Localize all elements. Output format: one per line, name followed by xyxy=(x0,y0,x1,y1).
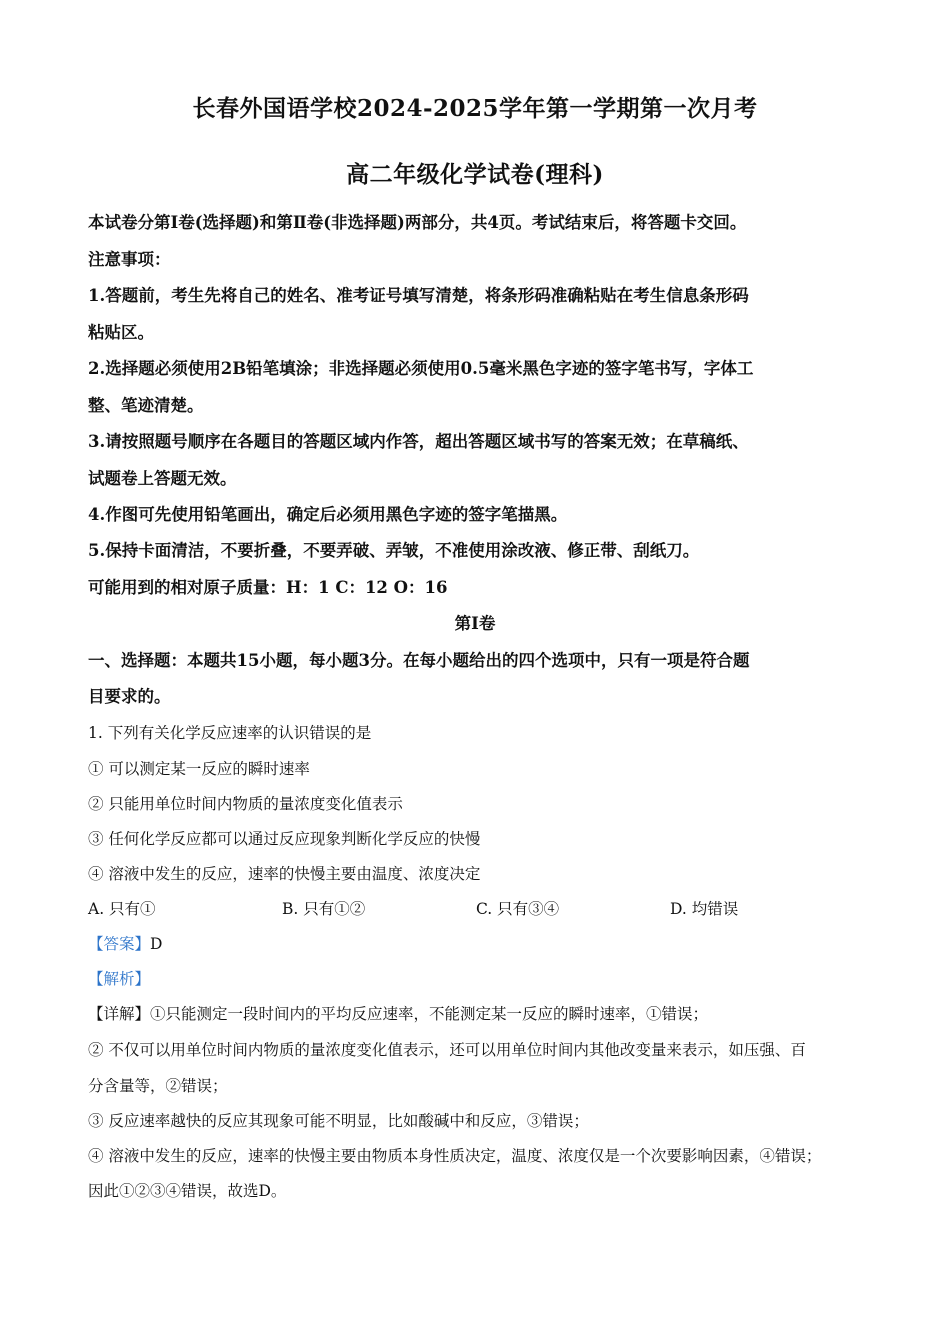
question-statement: ① 可以测定某一反应的瞬时速率 xyxy=(88,760,310,778)
question-statement: ③ 任何化学反应都可以通过反应现象判断化学反应的快慢 xyxy=(88,830,481,848)
intro-text: 本试卷分第Ⅰ卷(选择题)和第Ⅱ卷(非选择题)两部分，共4页。考试结束后，将答题卡交回。 xyxy=(88,213,747,232)
answer-line xyxy=(88,933,878,955)
note-line: 粘贴区。 xyxy=(88,323,154,342)
note-line: 5.保持卡面清洁，不要折叠，不要弄破、弄皱，不准使用涂改液、修正带、刮纸刀。 xyxy=(88,541,700,560)
explanation-line: ③ 反应速率越快的反应其现象可能不明显，比如酸碱中和反应，③错误； xyxy=(88,1112,589,1130)
explanation-line: 分含量等，②错误； xyxy=(88,1077,228,1095)
note-line: 3.请按照题号顺序在各题目的答题区域内作答，超出答题区域书写的答案无效；在草稿纸、 xyxy=(88,432,749,451)
explanation-line: 因此①②③④错误，故选D。 xyxy=(88,1182,287,1200)
part-instructions: 一、选择题：本题共15小题，每小题3分。在每小题给出的四个选项中，只有一项是符合题 xyxy=(88,651,750,670)
option-b: B. 只有①② xyxy=(282,900,366,918)
answer-value: D xyxy=(150,935,163,953)
exam-subtitle: 高二年级化学试卷(理科) xyxy=(346,161,604,188)
explanation-line: ② 不仅可以用单位时间内物质的量浓度变化值表示，还可以用单位时间内其他改变量来表示，如压强、百 xyxy=(88,1041,806,1059)
note-line: 试题卷上答题无效。 xyxy=(88,469,237,488)
question-statement: ② 只能用单位时间内物质的量浓度变化值表示 xyxy=(88,795,403,813)
note-line: 4.作图可先使用铅笔画出，确定后必须用黑色字迹的签字笔描黑。 xyxy=(88,505,568,524)
question-statement: ④ 溶液中发生的反应，速率的快慢主要由温度、浓度决定 xyxy=(88,865,481,883)
notes-title: 注意事项： xyxy=(88,250,171,269)
part-instructions: 目要求的。 xyxy=(88,687,171,706)
option-a: A. 只有① xyxy=(88,900,156,918)
question-stem: 1. 下列有关化学反应速率的认识错误的是 xyxy=(88,724,372,742)
option-c: C. 只有③④ xyxy=(476,900,560,918)
note-line: 2.选择题必须使用2B铅笔填涂；非选择题必须使用0.5毫米黑色字迹的签字笔书写，字体工 xyxy=(88,359,754,378)
explanation-line: ④ 溶液中发生的反应，速率的快慢主要由物质本身性质决定，温度、浓度仅是一个次要影响因素，④错误； xyxy=(88,1147,822,1165)
explanation-line: 【详解】①只能测定一段时间内的平均反应速率，不能测定某一反应的瞬时速率，①错误； xyxy=(88,1005,709,1023)
answer-options xyxy=(88,898,878,920)
answer-label: 【答案】 xyxy=(88,935,151,953)
analysis-label: 【解析】 xyxy=(88,970,151,988)
note-line: 1.答题前，考生先将自己的姓名、准考证号填写清楚，将条形码准确粘贴在考生信息条形码 xyxy=(88,286,749,305)
section-heading: 第Ⅰ卷 xyxy=(454,614,496,633)
option-d: D. 均错误 xyxy=(670,900,739,918)
note-line: 整、笔迹清楚。 xyxy=(88,396,204,415)
atomic-mass-info: 可能用到的相对原子质量：H：1 C：12 O：16 xyxy=(88,578,448,597)
exam-title: 长春外国语学校2024-2025学年第一学期第一次月考 xyxy=(192,95,758,122)
